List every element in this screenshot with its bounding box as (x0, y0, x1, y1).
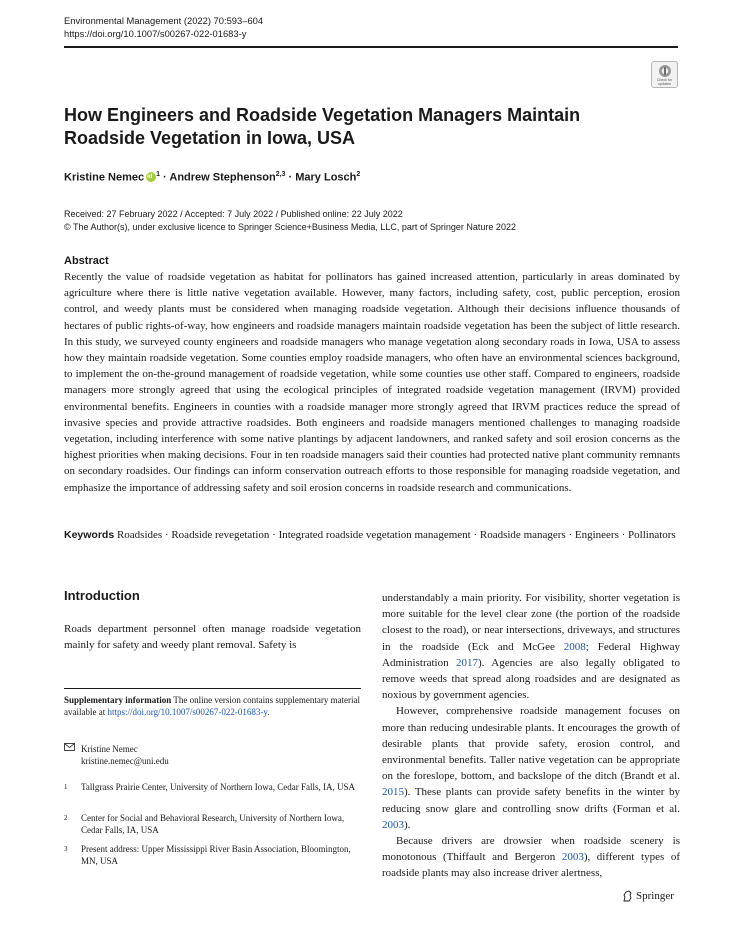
section-heading-introduction: Introduction (64, 588, 140, 603)
supplementary-label: Supplementary information (64, 695, 172, 705)
paragraph-text: ). Agencies are also legally obligated to remove weeds that spread along roadsides and are designated as noxious by government agencies. (382, 656, 680, 702)
keywords-label: Keywords (64, 529, 115, 541)
author-separator: · (285, 171, 296, 184)
author-separator: · (160, 171, 170, 184)
affiliation-footnote (64, 843, 361, 868)
copyright-line: © The Author(s), under exclusive licence to Springer Science+Business Media, LLC, part of Springer Nature 2022 (64, 222, 516, 232)
intro-paragraph (382, 833, 680, 882)
header-rule (64, 46, 678, 48)
author-name[interactable]: Kristine Nemec (64, 171, 145, 184)
supplementary-link[interactable]: https://doi.org/10.1007/s00267-022-01683-y (107, 707, 268, 718)
intro-paragraph (382, 590, 680, 703)
corresponding-author-name: Kristine Nemec (81, 744, 138, 754)
keyword: Pollinators (628, 529, 676, 541)
citation-link[interactable]: 2008 (563, 640, 586, 653)
supplementary-end: . (267, 707, 270, 718)
abstract-heading: Abstract (64, 255, 109, 267)
affiliation-text: Center for Social and Behavioral Research, University of Northern Iowa, Cedar Falls, IA, USA (81, 813, 345, 836)
corresponding-author (64, 743, 361, 768)
keyword: Integrated roadside vegetation management (278, 529, 471, 541)
paragraph-text: ; Federal Highway Administration (382, 640, 680, 669)
citation-link[interactable]: 2003 (382, 818, 404, 831)
paragraph-text: understandably a main priority. For visibility, shorter vegetation is more suitable for the level clear zone (the portion of the roadside closest to the road), or near intersections, driveways, and structures in the roadside (Eck and McGee (382, 592, 680, 653)
article-dates (64, 208, 516, 234)
keywords (64, 527, 680, 543)
affiliation-text: Tallgrass Prairie Center, University of Northern Iowa, Cedar Falls, IA, USA (81, 782, 355, 792)
crossmark-icon (658, 64, 672, 78)
author-name[interactable]: Andrew Stephenson (169, 171, 276, 184)
paragraph-text: Because drivers are drowsier when roadside scenery is monotonous (Thiffault and Bergeron (382, 835, 680, 864)
orcid-icon[interactable] (146, 172, 156, 182)
author-affiliation-mark: 1 (156, 171, 160, 178)
journal-line: Environmental Management (2022) 70:593–604 (64, 15, 264, 26)
keyword-separator: · (269, 529, 279, 541)
affiliation-mark: 2 (64, 814, 68, 822)
affiliation-mark: 1 (64, 783, 68, 791)
supplementary-text: The online version contains supplementary material available at (64, 695, 361, 718)
paragraph-text: ), different types of roadside plants may also increase driver alertness, (382, 851, 680, 880)
intro-paragraph (382, 703, 680, 833)
author-affiliation-mark: 2,3 (275, 171, 286, 178)
affiliation-footnote (64, 781, 361, 793)
author-name[interactable]: Mary Losch (295, 171, 357, 184)
paragraph-text: ). (404, 818, 411, 831)
corresponding-author-email[interactable]: kristine.nemec@uni.edu (81, 756, 169, 767)
citation-link[interactable]: 2015 (382, 786, 404, 799)
citation-link[interactable]: 2017 (456, 656, 479, 669)
keyword: Engineers (574, 529, 619, 541)
intro-paragraph-left: Roads department personnel often manage roadside vegetation mainly for safety and weedy plant removal. Safety is (64, 623, 361, 652)
supplementary-info (64, 694, 361, 719)
footnote-rule (64, 688, 361, 689)
intro-column-right (382, 590, 680, 882)
affiliation-text: Present address: Upper Mississippi River Basin Association, Bloomington, MN, USA (81, 844, 351, 867)
keyword-separator: · (565, 529, 575, 541)
springer-horse-icon (622, 890, 633, 902)
doi-link[interactable]: https://doi.org/10.1007/s00267-022-01683-y (64, 28, 247, 39)
article-title: How Engineers and Roadside Vegetation Managers Maintain Roadside Vegetation in Iowa, USA (64, 105, 581, 148)
affiliation-mark: 3 (64, 845, 68, 853)
citation-link[interactable]: 2003 (561, 851, 584, 864)
keyword: Roadsides (116, 529, 163, 541)
journal-citation (64, 14, 263, 40)
keyword: Roadside revegetation (171, 529, 270, 541)
affiliation-footnote (64, 812, 361, 837)
abstract-text: Recently the value of roadside vegetation as habitat for pollinators has gained increased attention, particularly in areas dominated by agriculture where there is little native vegetation available. However, many factors, including safety, cost, public perception, erosion control, and weedy plants must be considered when managing roadside vegetation. Although their decisions influence thousands of hectares of public rights-of-way, how engineers and roadside managers maintain roadside vegetation has been the subject of little research. In this study, we surveyed county engineers and roadside managers who manage vegetation along secondary roads in Iowa, USA to assess how they maintain roadside vegetation. Some counties employ roadside managers, who often have an environmental sciences background, to implement the on-the-ground management of roadside vegetation, while some counties use other staff. Compared to engineers, roadside managers more strongly agreed that using the ecological principles of integrated roadside vegetation management (IRVM) provided environmental benefits. Engineers in counties with a roadside manager more strongly agreed that IRVM practices reduce the spread of invasive species and provide attractive roadsides. Both engineers and roadside managers mentioned challenges to managing roadside vegetation, including interference with some native plantings by adjacent landowners, and ranked safety and soil erosion concerns as the highest priorities when making decisions. Four in ten roadside managers said their counties had protected native plant community remnants on secondary roadsides. Our findings can inform conservation outreach efforts to those responsible for managing roadside vegetation, and emphasize the importance of addressing safety and soil erosion concerns in roadside research and communications. (64, 271, 680, 494)
publisher-logo (622, 890, 674, 902)
keyword-separator: · (470, 529, 480, 541)
keyword-separator: · (162, 529, 172, 541)
keyword-separator: · (618, 529, 629, 541)
author-list (64, 171, 360, 184)
paragraph-text: However, comprehensive roadside management focuses on more than reducing undesirable plants. It encourages the growth of desirable plants that provide safety, erosion control, and environmental benefits. Taller native vegetation can be appropriate on the foreslope, bottom, and backslope of the ditch (Brandt et al. (382, 705, 680, 783)
paragraph-text: ). These plants can provide safety benefits in the winter by reducing snow glare and controlling snow drifts (Forman et al. (382, 786, 680, 815)
keyword: Roadside managers (479, 529, 566, 541)
envelope-icon (64, 743, 78, 755)
publisher-name: Springer (636, 890, 674, 902)
history-dates: Received: 27 February 2022 / Accepted: 7 July 2022 / Published online: 22 July 2022 (64, 209, 403, 219)
crossmark-text: Check for updates (656, 78, 673, 86)
crossmark-badge[interactable] (651, 61, 678, 88)
author-affiliation-mark: 2 (356, 171, 361, 178)
